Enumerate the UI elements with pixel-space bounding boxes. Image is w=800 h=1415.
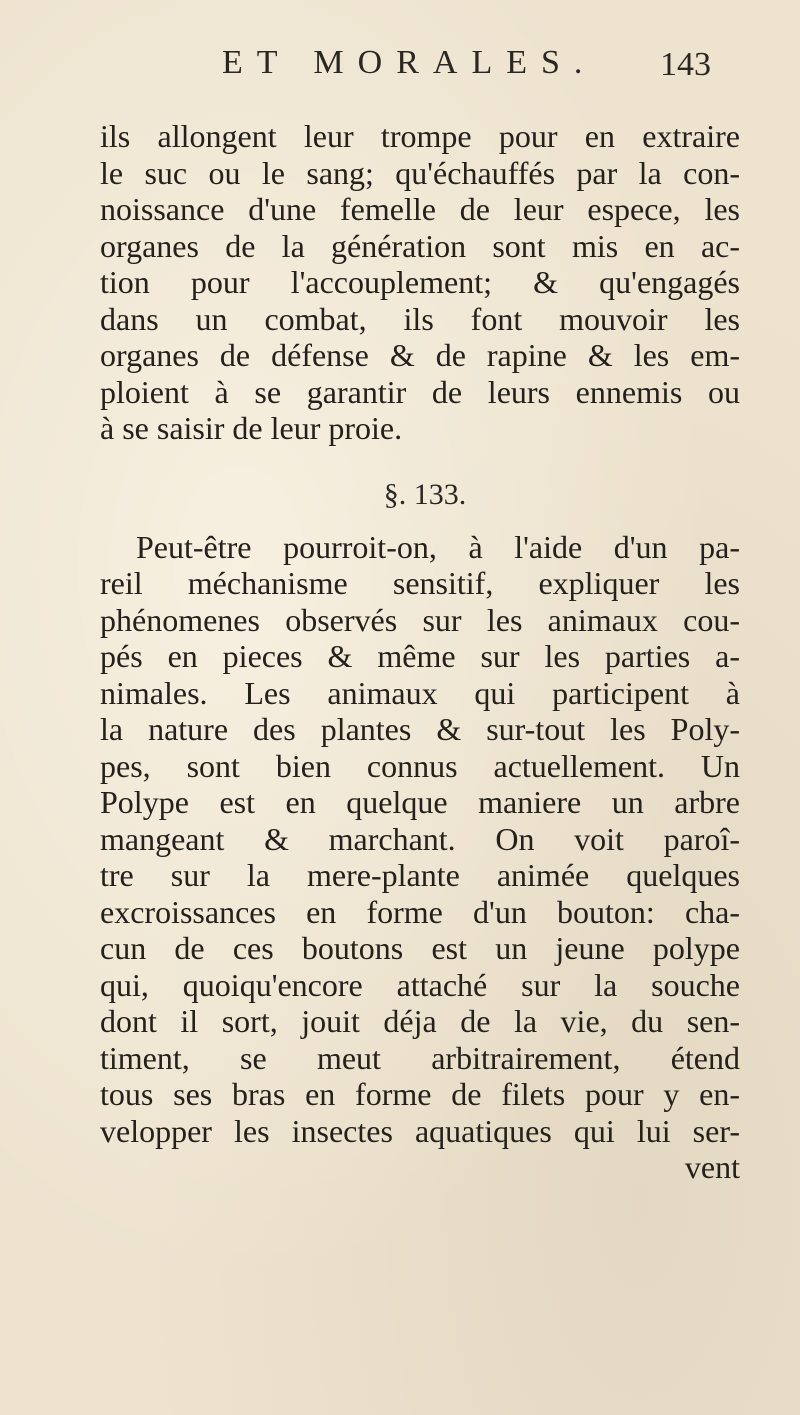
text-line: timent, se meut arbitrairement, étend	[100, 1039, 740, 1076]
text-line: Polype est en quelque maniere un arbre	[100, 784, 740, 820]
section-heading: §. 133.	[383, 477, 467, 511]
text-line: dont il sort, jouit déja de la vie, du sen-	[100, 1003, 740, 1039]
text-line: phénomenes observés sur les animaux cou-	[100, 601, 740, 638]
text-line: dans un combat, ils font mouvoir les	[100, 300, 740, 337]
text-line: mangeant & marchant. On voit paroî-	[100, 820, 740, 857]
text-line: Peut-être pourroit-on, à l'aide d'un pa-	[136, 528, 740, 565]
text-line: tous ses bras en forme de filets pour y en-	[100, 1076, 740, 1112]
paragraph-1	[100, 118, 740, 447]
text-line: qui, quoiqu'encore attaché sur la souche	[100, 966, 740, 1003]
text-line: organes de défense & de rapine & les em-	[100, 337, 740, 373]
text-line: ploient à se garantir de leurs ennemis ou	[100, 373, 740, 410]
text-line: à se saisir de leur proie.	[100, 410, 403, 446]
text-line: nimales. Les animaux qui participent à	[100, 674, 740, 711]
running-head: ET MORALES.	[222, 44, 597, 81]
body-text	[100, 118, 740, 1186]
page-number: 143	[660, 46, 711, 83]
text-line: reil méchanisme sensitif, expliquer les	[100, 565, 740, 601]
text-line: le suc ou le sang; qu'échauffés par la con-	[100, 154, 740, 191]
text-line: velopper les insectes aquatiques qui lui ser-	[100, 1112, 740, 1149]
page-header	[0, 40, 800, 100]
text-line: tion pour l'accouplement; & qu'engagés	[100, 264, 740, 300]
spacer	[100, 447, 740, 469]
text-line: ils allongent leur trompe pour en extraire	[100, 118, 740, 154]
text-line: tre sur la mere-plante animée quelques	[100, 857, 740, 893]
paragraph-2	[100, 529, 740, 1150]
text-line: excroissances en forme d'un bouton: cha-	[100, 893, 740, 930]
catchword: vent	[684, 1149, 740, 1185]
text-line: pés en pieces & même sur les parties a-	[100, 638, 740, 674]
text-line: la nature des plantes & sur-tout les Poly-	[100, 711, 740, 747]
text-line: cun de ces boutons est un jeune polype	[100, 930, 740, 966]
text-line: pes, sont bien connus actuellement. Un	[100, 747, 740, 784]
text-line: noissance d'une femelle de leur espece, les	[100, 191, 740, 227]
spacer	[100, 521, 740, 529]
text-line: organes de la génération sont mis en ac-	[100, 227, 740, 264]
